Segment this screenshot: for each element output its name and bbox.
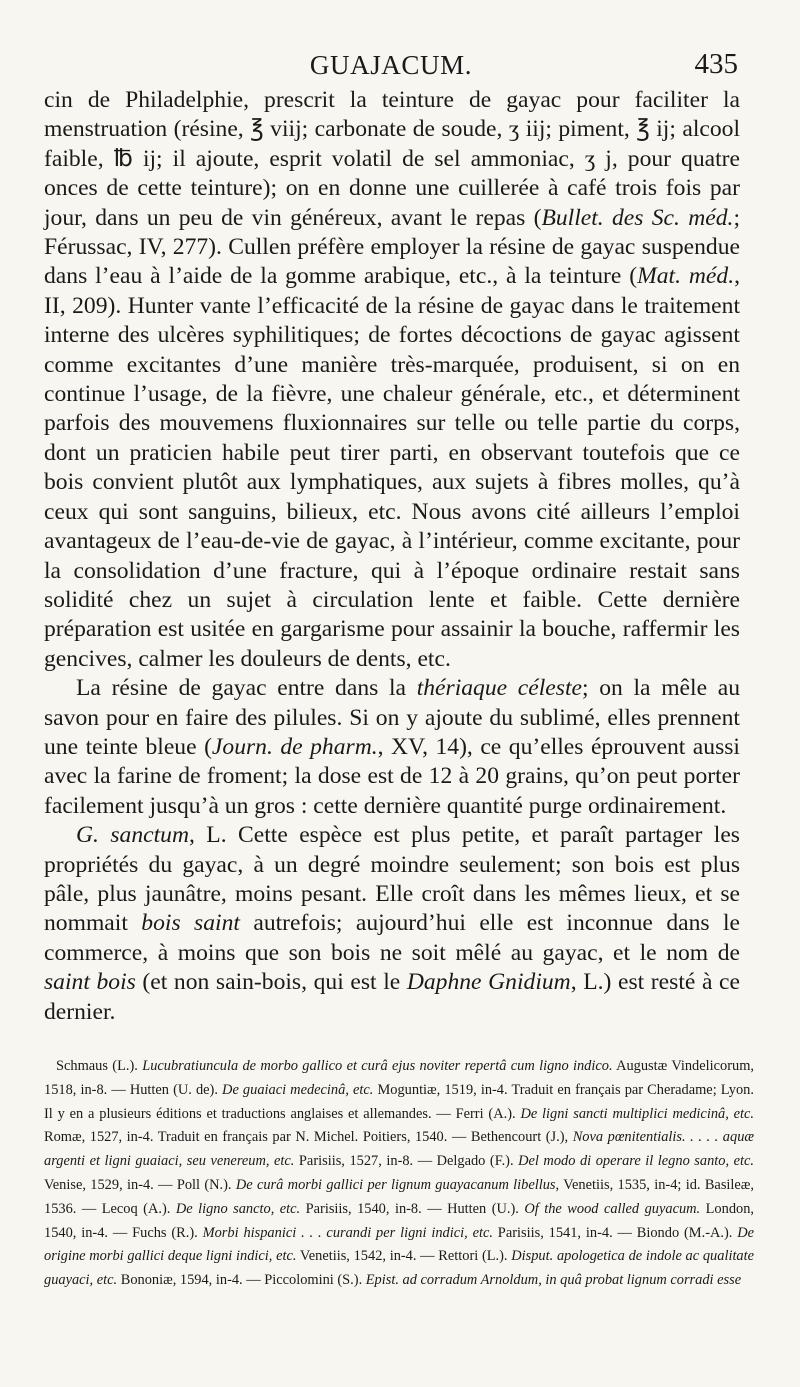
text-run: , L. Cette espèce est plus petite, et paraît partager les propriétés du gayac, à un degré moindre seulement; son bois est plus pâle, plus jaunâtre, moins pesant. Elle croît dans les mêmes lieux, et se nommait [44,822,740,937]
text-run: London, 1540, in-4. — Fuchs (R.). [44,1200,754,1241]
main-text [44,86,740,1027]
italic-text-run: De ligno sancto, etc. [175,1200,301,1217]
italic-text-run: De ligni sancti multiplici medicinâ, etc. [520,1105,755,1122]
italic-text-run: Of the wood called guyacum. [524,1200,701,1217]
bibliography-notes [44,1055,754,1293]
text-run: Parisiis, 1541, in-4. — Biondo (M.-A.). [492,1224,738,1241]
text-run: (et non sain-bois, qui est le [135,969,407,996]
text-run: Romæ, 1527, in-4. Traduit en français par N. Michel. Poitiers, 1540. — Bethencourt (J.), [44,1129,573,1146]
italic-text-run: De curâ morbi gallici per lignum guayacanum libellus [235,1176,556,1193]
italic-text-run: Epist. ad corradum Arnoldum, in quâ probat lignum corradi esse [365,1272,742,1289]
italic-text-run: De origine morbi gallici deque ligni indici, etc. [44,1224,755,1265]
text-run: , II, 209). Hunter vante l’efficacité de la résine de gayac dans le traitement interne des ulcères syphilitiques; de fortes décoctions de gayac agissent comme excitantes d’une manière très-marquée, produisent, si on en continue l’usage, de la fièvre, une chaleur générale, etc., et déterminent parfois des mouvemens fluxionnaires sur telle ou telle partie du corps, dont un praticien habile peut tirer parti, en observant toutefois que ce bois convient plutôt aux lymphatiques, aux sujets à fibres molles, qu’à ceux qui sont sanguins, bilieux, etc. Nous avons cité ailleurs l’emploi avantageux de l’eau-de-vie de gayac, à l’intérieur, comme excitante, pour la consolidation d’une fracture, qui à l’époque ordinaire restait sans solidité chez un sujet à circulation lente et faible. Cette dernière préparation est usitée en gargarisme pour assainir la bouche, raffermir les gencives, calmer les douleurs de dents, etc. [44,263,740,672]
page-number: 435 [694,48,738,80]
italic-text-run: G. sanctum [76,822,189,849]
italic-text-run: Bullet. des Sc. méd. [541,204,734,231]
text-run: Venise, 1529, in-4. — Poll (N.). [44,1176,236,1193]
text-run: Bononiæ, 1594, in-4. — Piccolomini (S.). [117,1272,366,1289]
paragraph-3 [44,821,740,1027]
italic-text-run: saint bois [44,969,136,996]
text-run: , L.) est resté à ce dernier. [44,969,740,1025]
running-header [44,44,738,84]
paragraph-1 [44,86,740,674]
italic-text-run: Morbi hispanici . . . curandi per ligni indici, etc. [202,1224,493,1241]
italic-text-run: Del modo di operare il legno santo, etc. [518,1153,755,1170]
italic-text-run: De guaiaci medecinâ, etc. [222,1081,374,1098]
text-run: La résine de gayac entre dans la [76,675,417,702]
italic-text-run: Disput. apologetica de indole ac qualitate guayaci, etc. [44,1248,755,1289]
text-run: Parisiis, 1540, in-8. — Hutten (U.). [300,1200,525,1217]
text-run: , XV, 14), ce qu’elles éprouvent aussi avec la farine de froment; la dose est de 12 à 20 grains, qu’on peut porter facilement jusqu’à un gros : cette dernière quantité purge ordinairement. [44,733,740,819]
italic-text-run: Lucubratiuncula de morbo gallico et curâ ejus noviter repertâ cum ligno indico. [142,1058,613,1074]
italic-text-run: Mat. méd. [637,263,735,290]
italic-text-run: Daphne Gnidium [406,969,571,996]
bibliography-paragraph [44,1055,754,1293]
text-run: Venetiis, 1542, in-4. — Rettori (L.). [296,1248,512,1265]
text-run: ; on la mêle au savon pour en faire des pilules. Si on y ajoute du sublimé, elles prennent une teinte bleue ( [44,675,740,760]
text-run: Moguntiæ, 1519, in-4. Traduit en français par Cheradame; Lyon. Il y en a plusieurs éditions et traductions anglaises et allemandes. — Ferri (A.). [44,1081,754,1122]
italic-text-run: Journ. de pharm. [211,733,378,760]
italic-text-run: thériaque céleste [416,675,582,702]
text-run: ; Férussac, IV, 277). Cullen préfère employer la résine de gayac suspendue dans l’eau à l’aide de la gomme arabique, etc., à la teinture ( [44,204,740,290]
italic-text-run: Nova pœnitentialis. . . . . aquæ argenti et ligni guaiaci, seu venereum, etc. [44,1129,754,1170]
text-run: Augustæ Vindelicorum, 1518, in-8. — Hutten (U. de). [44,1058,754,1098]
text-run: Parisiis, 1527, in-8. — Delgado (F.). [294,1153,519,1170]
text-run: , Venetiis, 1535, in-4; id. Basileæ, 1536. — Lecoq (A.). [44,1176,755,1217]
paragraph-2 [44,674,740,821]
text-run: autrefois; aujourd’hui elle est inconnue dans le commerce, à moins que son bois ne soit mêlé au gayac, et le nom de [44,910,740,966]
running-title: GUAJACUM. [309,50,473,80]
text-run: Schmaus (L.). [56,1058,143,1074]
text-run: cin de Philadelphie, prescrit la teinture de gayac pour faciliter la menstruation (résine, ℥ viij; carbonate de soude, ʒ iij; piment, ℥ ij; alcool faible, ℔ ij; il ajoute, esprit volatil de sel ammoniac, ʒ j, pour quatre onces de cette teinture); on en donne une cuillerée à café trois fois par jour, dans un peu de vin généreux, avant le repas ( [44,87,740,231]
italic-text-run: bois saint [141,910,240,937]
